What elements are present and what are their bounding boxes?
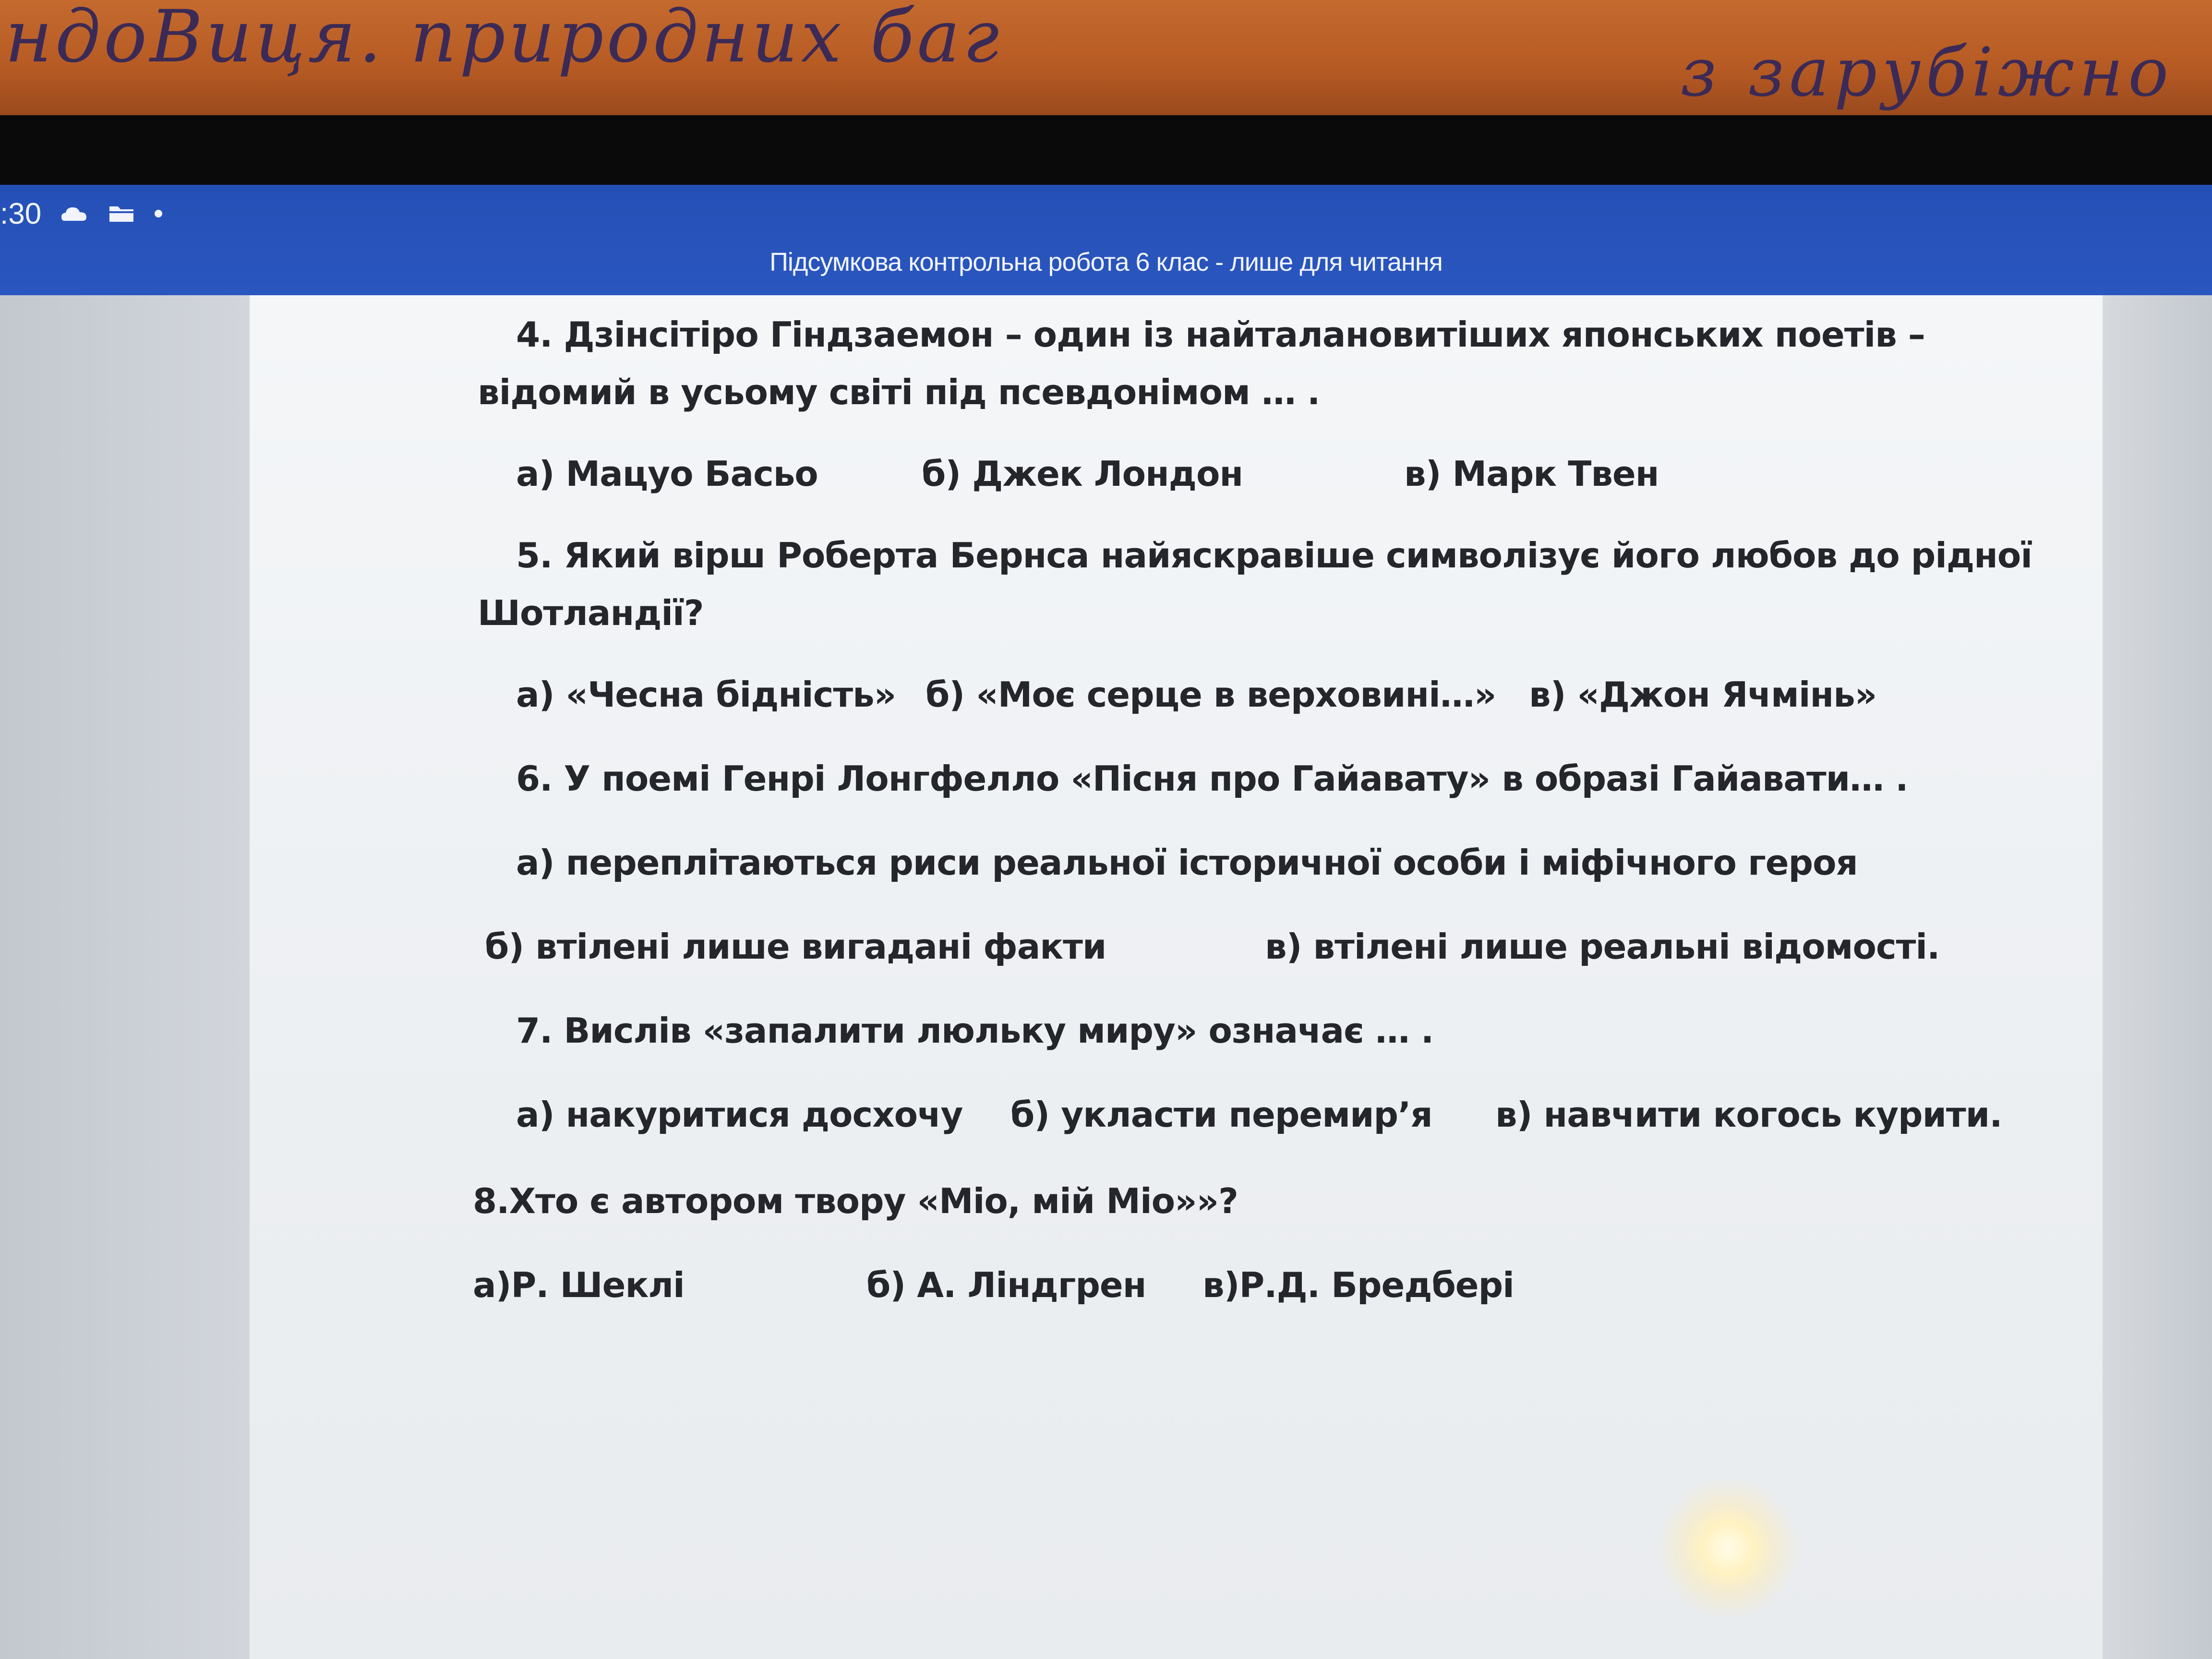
cloud-icon xyxy=(60,204,88,224)
notification-dot-icon xyxy=(155,210,162,217)
question-7-option-b: б) укласти перемир’я xyxy=(1010,1094,1432,1135)
left-margin xyxy=(0,295,250,1659)
handwriting-right: з зарубіжно xyxy=(1680,34,2174,112)
status-bar xyxy=(0,185,2212,295)
question-4-option-c: в) Марк Твен xyxy=(1404,454,1659,494)
document-viewer[interactable] xyxy=(0,295,2212,1659)
question-4-option-b: б) Джек Лондон xyxy=(922,454,1243,494)
status-time: :30 xyxy=(0,197,42,230)
question-7-option-a: а) накуритися досхочу xyxy=(516,1094,963,1135)
question-8-option-b: б) А. Ліндгрен xyxy=(866,1265,1146,1305)
question-5-option-c: в) «Джон Ячмінь» xyxy=(1529,674,1877,715)
question-7-line-1: 7. Вислів «запалити люльку миру» означає … . xyxy=(516,1010,1434,1051)
question-5-option-b: б) «Моє серце в верховині…» xyxy=(926,674,1496,715)
photo-background-notebook xyxy=(0,0,2212,115)
handwriting-left: ндоВиця. природних баг xyxy=(5,0,1002,79)
question-7-option-c: в) навчити когось курити. xyxy=(1495,1094,2002,1135)
question-6-option-c: в) втілені лише реальні відомості. xyxy=(1265,926,1940,967)
document-page[interactable] xyxy=(250,295,2103,1659)
question-5-line-2: Шотландії? xyxy=(478,593,704,633)
question-8-option-a: а)Р. Шеклі xyxy=(473,1265,685,1305)
question-4-line-2: відомий в усьому світі під псевдонімом … . xyxy=(478,372,1320,412)
question-6-option-a: а) переплітаються риси реальної історичної особи і міфічного героя xyxy=(516,842,1858,883)
question-8-option-c: в)Р.Д. Бредбері xyxy=(1202,1265,1514,1305)
light-glare xyxy=(1656,1476,1800,1620)
question-5-line-1: 5. Який вірш Роберта Бернса найяскравіше символізує його любов до рідної xyxy=(516,535,2032,576)
question-5-option-a: а) «Чесна бідність» xyxy=(516,674,896,715)
question-4-option-a: а) Мацуо Басьо xyxy=(516,454,818,494)
right-margin xyxy=(2102,295,2212,1659)
folder-icon xyxy=(108,204,135,224)
question-6-option-b: б) втілені лише вигадані факти xyxy=(485,926,1106,967)
question-8-line-1: 8.Хто є автором твору «Міо, мій Міо»»? xyxy=(473,1181,1238,1221)
device-bezel xyxy=(0,115,2212,187)
document-title: Підсумкова контрольна робота 6 клас - лише для читання xyxy=(769,248,1443,276)
status-left xyxy=(0,192,162,235)
question-4-line-1: 4. Дзінсітіро Гіндзаемон – один із найталановитіших японських поетів – xyxy=(516,314,1925,355)
question-6-line-1: 6. У поемі Генрі Лонгфелло «Пісня про Гайавату» в образі Гайавати… . xyxy=(516,758,1908,799)
